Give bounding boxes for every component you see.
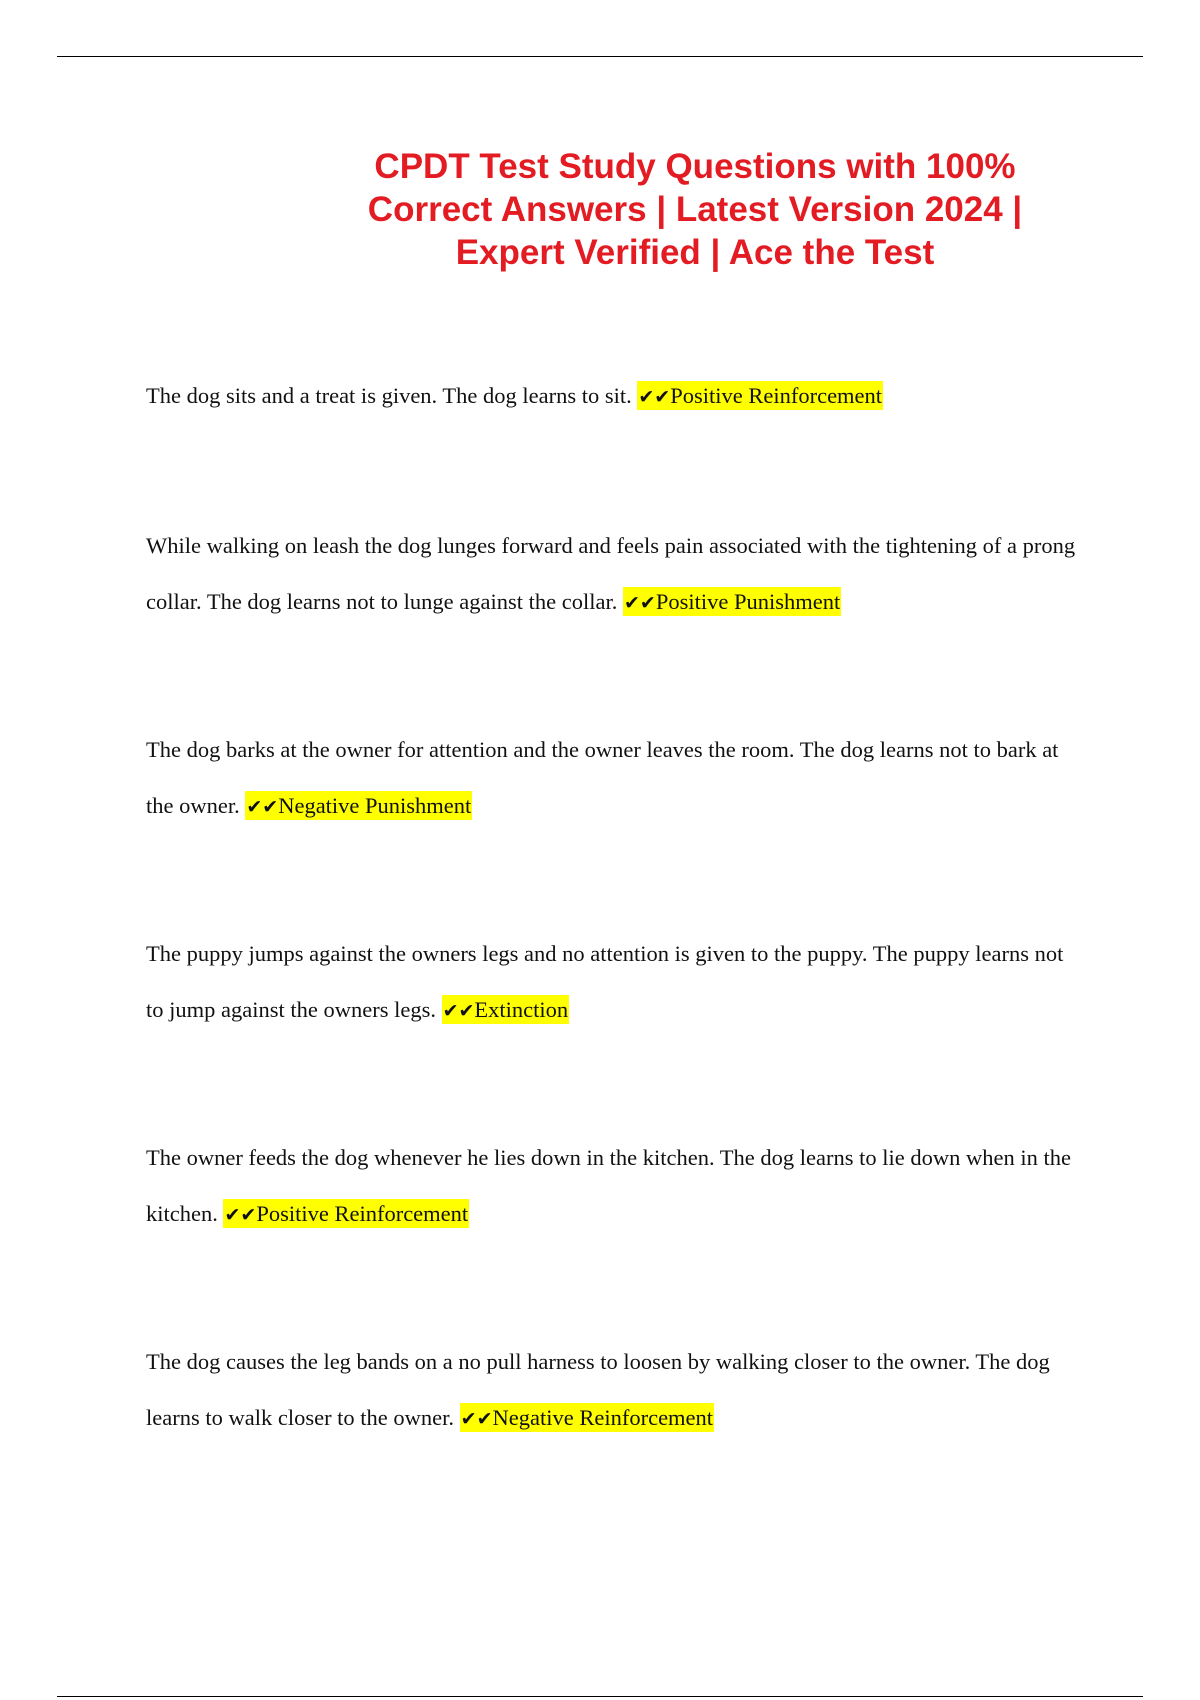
qa-item-4 (146, 926, 1086, 1039)
answer-text: Positive Reinforcement (256, 1201, 469, 1226)
check-icon: ✔✔ (638, 386, 671, 408)
qa-item-1 (146, 368, 1086, 425)
question-text: While walking on leash the dog lunges forward and feels pain associated with the tightening of a prong collar. The dog learns not to lunge against the collar. (146, 533, 1076, 614)
answer-text: Positive Reinforcement (670, 383, 883, 408)
check-icon: ✔✔ (246, 796, 279, 818)
answer-highlight (623, 587, 841, 616)
qa-item-3 (146, 722, 1086, 835)
answer-highlight (442, 995, 570, 1024)
answer-text: Positive Punishment (655, 589, 841, 614)
question-text: The owner feeds the dog whenever he lies down in the kitchen. The dog learns to lie down when in the kitchen. (146, 1145, 1071, 1226)
header-rule (57, 56, 1143, 57)
answer-text: Negative Punishment (278, 793, 472, 818)
check-icon: ✔✔ (224, 1204, 257, 1226)
answer-highlight (637, 381, 883, 410)
question-text: The dog barks at the owner for attention and the owner leaves the room. The dog learns not to bark at the owner. (146, 737, 1059, 818)
qa-item-2 (146, 518, 1086, 631)
answer-text: Extinction (474, 997, 569, 1022)
answer-highlight (460, 1403, 714, 1432)
check-icon: ✔✔ (442, 1000, 475, 1022)
answer-highlight (223, 1199, 469, 1228)
answer-text: Negative Reinforcement (492, 1405, 714, 1430)
check-icon: ✔✔ (460, 1408, 493, 1430)
question-text: The puppy jumps against the owners legs and no attention is given to the puppy. The puppy learns not to jump against the owners legs. (146, 941, 1064, 1022)
footer-rule (57, 1696, 1143, 1697)
question-text: The dog causes the leg bands on a no pull harness to loosen by walking closer to the owner. The dog learns to walk closer to the owner. (146, 1349, 1050, 1430)
check-icon: ✔✔ (623, 592, 656, 614)
qa-item-5 (146, 1130, 1086, 1243)
qa-item-6 (146, 1334, 1086, 1447)
question-text: The dog sits and a treat is given. The dog learns to sit. (146, 383, 632, 408)
answer-highlight (245, 791, 472, 820)
document-title: CPDT Test Study Questions with 100% Correct Answers | Latest Version 2024 | Expert Verified | Ace the Test (367, 147, 1023, 272)
